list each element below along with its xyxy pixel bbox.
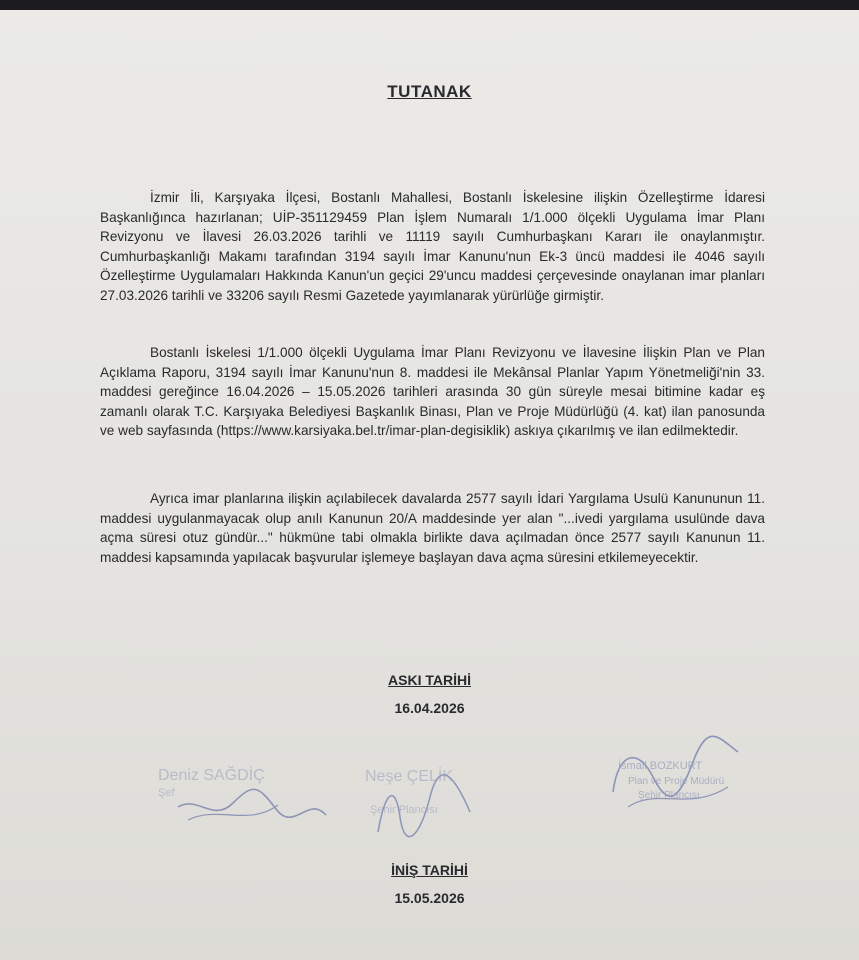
signature-middle <box>360 762 520 847</box>
signature-role-right-2: Şehir Plancısı <box>638 790 700 801</box>
paragraph-1 <box>100 188 765 306</box>
aski-label: ASKI TARİHİ <box>388 672 471 688</box>
paragraph-text: Ayrıca imar planlarına ilişkin açılabilecek davalarda 2577 sayılı İdari Yargılama Usulü Kanununun 11. maddesi uygulanmayacak olup anılı Kanunun 20/A maddesinde yer alan "...ivedi yargılama usulünde dava açma süresi otuz gündür..." hükmüne tabi olmakla birlikte dava açılmadan önce 2577 sayılı Kanunun 11. maddesi kapsamında yapılacak başvurular işlemeye başlayan dava açma süresini etkilemeyecektir. <box>100 491 765 565</box>
aski-tarihi-block <box>0 672 859 716</box>
signature-role-left: Şef <box>158 787 175 799</box>
signature-right <box>598 732 778 822</box>
document-title: TUTANAK <box>387 82 472 101</box>
signature-name-middle: Neşe ÇELİK <box>365 768 454 785</box>
signature-name-left: Deniz SAĞDİÇ <box>158 767 265 784</box>
paragraph-text: Bostanlı İskelesi 1/1.000 ölçekli Uygulama İmar Planı Revizyonu ve İlavesine İlişkin Plan ve Plan Açıklama Raporu, 3194 sayılı İmar Kanunu'nun 8. maddesi ile Mekânsal Planlar Yapım Yönetmeliği'nin 33. maddesi gereğince 16.04.2026 – 15.05.2026 tarihleri arasında 30 gün süreyle mesai bitimine kadar eş zamanlı olarak T.C. Karşıyaka Belediyesi Başkanlık Binası, Plan ve Proje Müdürlüğü (4. kat) ilan panosunda ve web sayfasında (https://www.karsiyaka.bel.tr/imar-plan-degisiklik) askıya çıkarılmış ve ilan edilmektedir. <box>100 345 765 439</box>
screen-bezel <box>0 0 859 10</box>
paragraph-text: İzmir İli, Karşıyaka İlçesi, Bostanlı Mahallesi, Bostanlı İskelesine ilişkin Özelleştirme İdaresi Başkanlığınca hazırlanan; UİP-351129459 Plan İşlem Numaralı 1/1.000 ölçekli Uygulama İmar Planı Revizyonu ve İlavesi 26.03.2026 tarihli ve 11119 sayılı Cumhurbaşkanı Kararı ile onaylanmıştır. Cumhurbaşkanlığı Makamı tarafından 3194 sayılı İmar Kanunu'nun Ek-3 üncü maddesi ile 4046 sayılı Özelleştirme Uygulamaları Hakkında Kanun'un geçici 29'uncu maddesi çerçevesinde onaylanan imar planları 27.03.2026 tarihli ve 33206 sayılı Resmi Gazetede yayımlanarak yürürlüğe girmiştir. <box>100 190 765 303</box>
aski-date: 16.04.2026 <box>394 700 465 716</box>
signature-left <box>158 765 338 835</box>
signature-name-right: İsmail BOZKURT <box>618 760 703 772</box>
signature-role-right-1: Plan ve Proje Müdürü <box>628 776 725 787</box>
paragraph-3 <box>100 489 765 567</box>
inis-label: İNİŞ TARİHİ <box>391 862 468 878</box>
inis-date: 15.05.2026 <box>394 890 465 906</box>
document-page <box>0 10 859 960</box>
signature-role-middle: Şehir Plancısı <box>370 804 438 816</box>
paragraph-2 <box>100 343 765 441</box>
inis-tarihi-block <box>0 862 859 906</box>
